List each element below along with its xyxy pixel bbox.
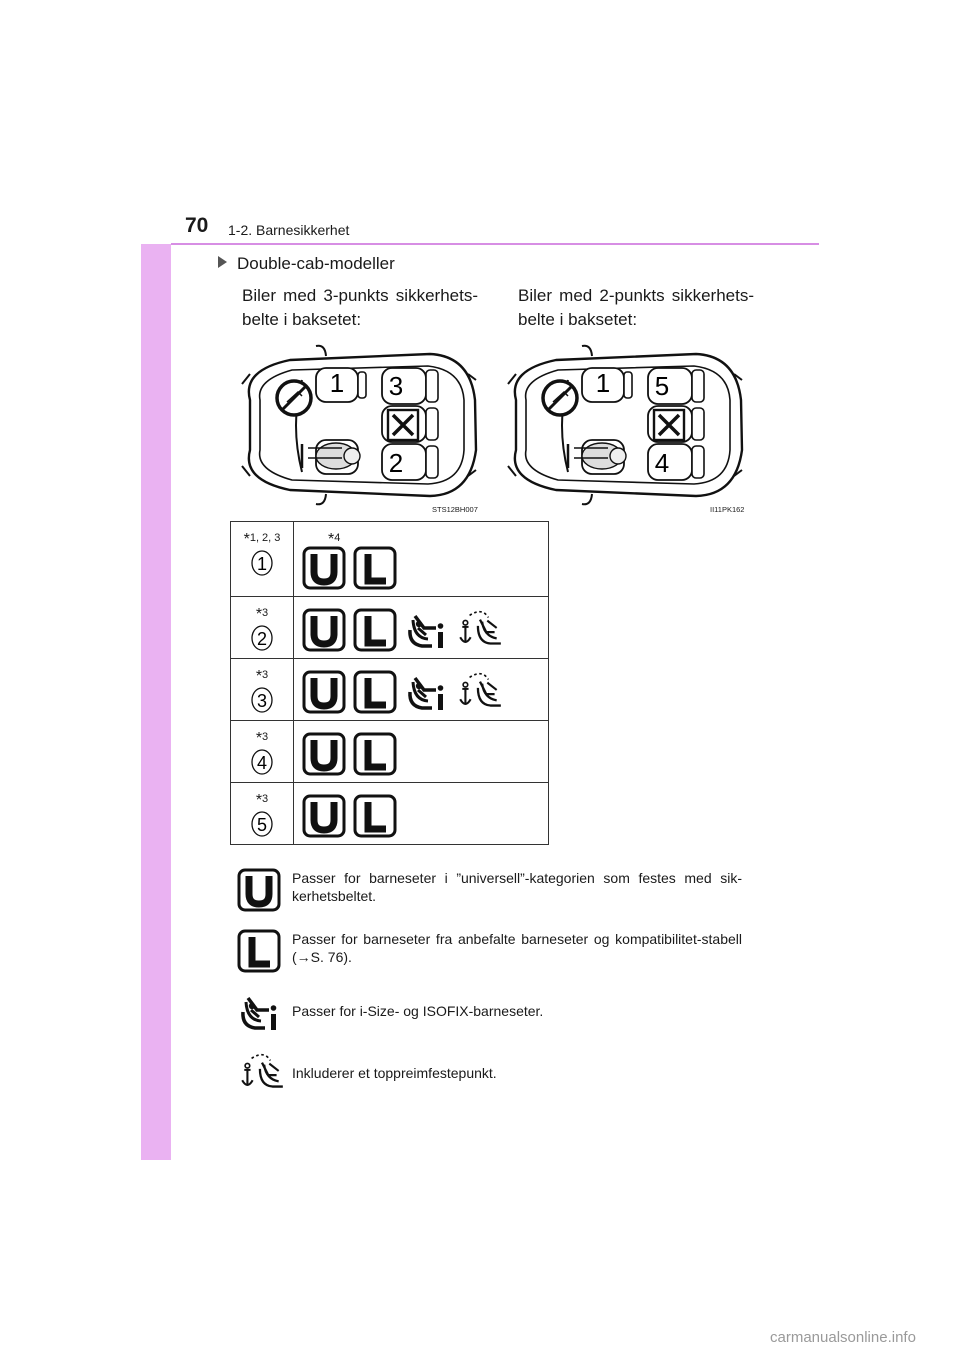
l-category-icon [353, 546, 397, 590]
seat-cell [231, 783, 294, 845]
footnote-marker: *3 [255, 668, 269, 685]
watermark: carmanualsonline.info [770, 1329, 916, 1346]
footnote-marker: *3 [255, 792, 269, 809]
top-tether-icon [237, 1052, 287, 1094]
u-category-icon [302, 608, 346, 652]
circled-number-icon [251, 687, 273, 713]
l-category-icon [237, 929, 281, 973]
legend-text-l: Passer for barneseter fra anbefalte barneseter og kompatibilitet-stabell (→S. 76). [292, 931, 742, 965]
page-number: 70 [185, 214, 209, 237]
l-category-icon [353, 794, 397, 838]
seat-suitability-table [230, 521, 549, 845]
seat-number: 2 [388, 448, 404, 478]
isize-isofix-icon [404, 608, 448, 652]
l-category-icon [353, 670, 397, 714]
sidebar-tab [141, 195, 171, 1160]
icons-cell [294, 659, 549, 721]
seat-cell [231, 597, 294, 659]
car-topview-icon [496, 340, 746, 510]
icons-cell [294, 597, 549, 659]
top-tether-icon [455, 671, 505, 713]
isize-isofix-icon [404, 670, 448, 714]
caption-right: Biler med 2-punkts sikkerhets-belte i baksetet: [518, 286, 754, 329]
icons-cell [294, 522, 549, 597]
footnote-marker: *4 [328, 531, 341, 548]
diagram-code-left: STS12BH007 [432, 505, 478, 514]
icons-cell [294, 783, 549, 845]
footnote-marker: *3 [255, 730, 269, 747]
legend-text-isize: Passer for i-Size- og ISOFIX-barneseter. [292, 1003, 544, 1019]
diagram-code-right: II11PK162 [710, 505, 745, 514]
legend-text-u: Passer for barneseter i ”universell”-kategorien som festes med sik-kerhetsbeltet. [292, 870, 742, 904]
seat-diagram-left [230, 340, 480, 515]
table-row [231, 783, 549, 845]
l-category-icon [353, 732, 397, 776]
u-category-icon [302, 670, 346, 714]
seat-number: 1 [595, 368, 611, 398]
svg-text:3: 3 [256, 691, 268, 711]
seat-diagram-right [496, 340, 746, 515]
caption-left: Biler med 3-punkts sikkerhets-belte i baksetet: [242, 286, 478, 329]
top-tether-icon [455, 609, 505, 651]
seat-number: 1 [329, 368, 345, 398]
seat-number: 4 [654, 448, 670, 478]
svg-text:5: 5 [256, 815, 268, 835]
table-row [231, 659, 549, 721]
table-row [231, 597, 549, 659]
seat-cell [231, 659, 294, 721]
svg-text:2: 2 [256, 629, 268, 649]
circled-number-icon [251, 749, 273, 775]
legend-text-tether: Inkluderer et toppreimfestepunkt. [292, 1065, 497, 1081]
circled-number-icon [251, 811, 273, 837]
seat-cell [231, 721, 294, 783]
svg-text:1: 1 [256, 554, 268, 574]
subheading-text: Double-cab-modeller [237, 254, 395, 273]
footnote-marker: *1, 2, 3 [243, 531, 281, 548]
svg-text:4: 4 [256, 753, 268, 773]
triangle-bullet-icon [218, 256, 227, 268]
seat-number: 3 [388, 371, 404, 401]
icons-cell [294, 721, 549, 783]
section-title: 1-2. Barnesikkerhet [228, 222, 350, 238]
header-rule [171, 243, 819, 245]
car-topview-icon [230, 340, 480, 510]
u-category-icon [302, 732, 346, 776]
u-category-icon [302, 546, 346, 590]
seat-number: 5 [654, 371, 670, 401]
table-row [231, 721, 549, 783]
subheading [218, 254, 395, 274]
circled-number-icon [251, 625, 273, 651]
u-category-icon [302, 794, 346, 838]
table-row [231, 522, 549, 597]
u-category-icon [237, 868, 281, 912]
l-category-icon [353, 608, 397, 652]
seat-cell [231, 522, 294, 597]
circled-number-icon [251, 550, 273, 576]
isize-isofix-icon [237, 990, 281, 1034]
footnote-marker: *3 [255, 606, 269, 623]
